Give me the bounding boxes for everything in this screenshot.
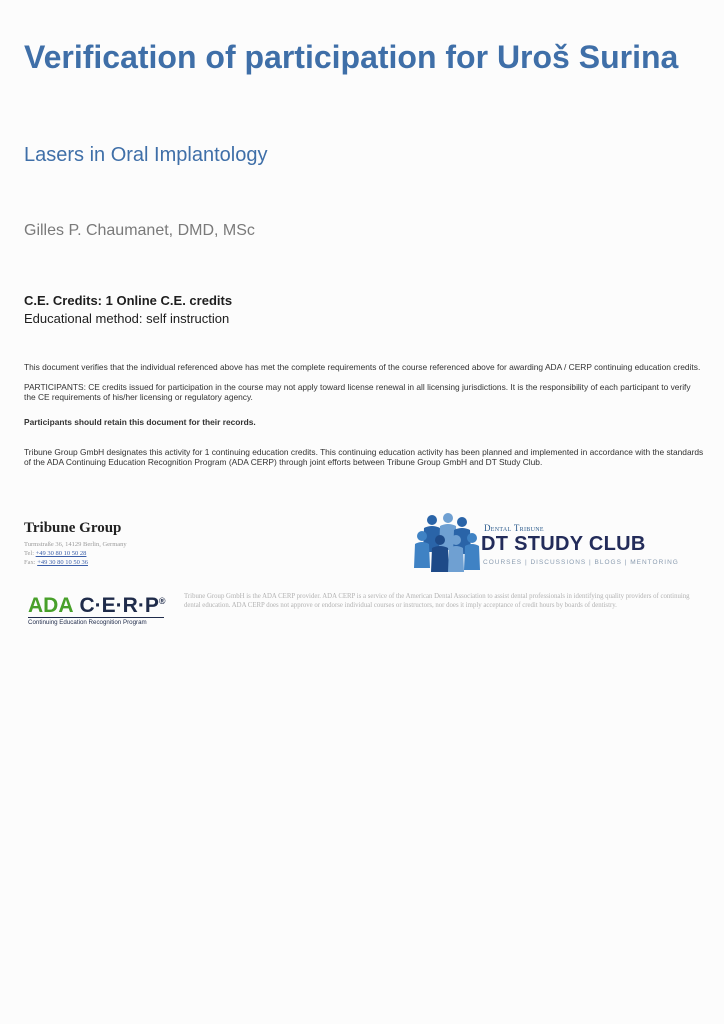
course-title: Lasers in Oral Implantology <box>24 144 268 166</box>
tel-label: Tel: <box>24 550 35 557</box>
retain-notice: Participants should retain this document for their records. <box>24 417 256 427</box>
verification-paragraph: This document verifies that the individual referenced above has met the complete requirements of the course referenced above for awarding ADA / CERP continuing education credits. <box>24 362 701 372</box>
ada-cerp-logo <box>28 594 165 618</box>
educational-method: Educational method: self instruction <box>24 311 230 326</box>
fax-label: Fax: <box>24 559 36 566</box>
people-group-icon <box>412 512 484 574</box>
fax-number-link[interactable]: +49 30 80 10 50 36 <box>37 559 88 566</box>
ada-divider <box>28 617 164 618</box>
instructor-name: Gilles P. Chaumanet, DMD, MSc <box>24 222 255 239</box>
participants-paragraph: PARTICIPANTS: CE credits issued for participation in the course may not apply toward license renewal in all licensing jurisdictions. It is the responsibility of each participant to verify the CE requirements of his/her licensing or regulatory agency. <box>24 382 691 402</box>
certificate-title: Verification of participation for Uroš Surina <box>24 39 679 75</box>
designation-paragraph: Tribune Group GmbH designates this activity for 1 continuing education credits. This continuing education activity has been planned and implemented in accordance with the standards of the ADA Continuing Education Recognition Program (ADA CERP) through joint efforts between Tribune Group GmbH and DT Study Club. <box>24 447 704 467</box>
dt-study-club-text: DT STUDY CLUB <box>481 533 646 555</box>
tribune-tel-line <box>24 550 86 557</box>
tel-number-link[interactable]: +49 30 80 10 50 28 <box>35 550 87 557</box>
ada-cerp-disclaimer: Tribune Group GmbH is the ADA CERP provider. ADA CERP is a service of the American Dental Association to assist dental professionals in identifying quality providers of continuing dental education. ADA CERP does not approve or endorse individual courses or instructors, nor does it imply acceptance of credit hours by boards of dentistry. <box>184 593 690 609</box>
dt-tagline: COURSES | DISCUSSIONS | BLOGS | MENTORING <box>483 559 679 566</box>
tribune-group-name: Tribune Group <box>24 520 122 536</box>
ce-credits: C.E. Credits: 1 Online C.E. credits <box>24 293 233 308</box>
cerp-word: C·E·R·P® <box>79 594 166 617</box>
dental-tribune-text: Dental Tribune <box>484 523 544 533</box>
ada-cerp-subtitle: Continuing Education Recognition Program <box>28 619 147 626</box>
ada-word: ADA <box>28 594 74 617</box>
tribune-fax-line <box>24 559 88 566</box>
tribune-address: Turmstraße 36, 14129 Berlin, Germany <box>24 541 127 548</box>
